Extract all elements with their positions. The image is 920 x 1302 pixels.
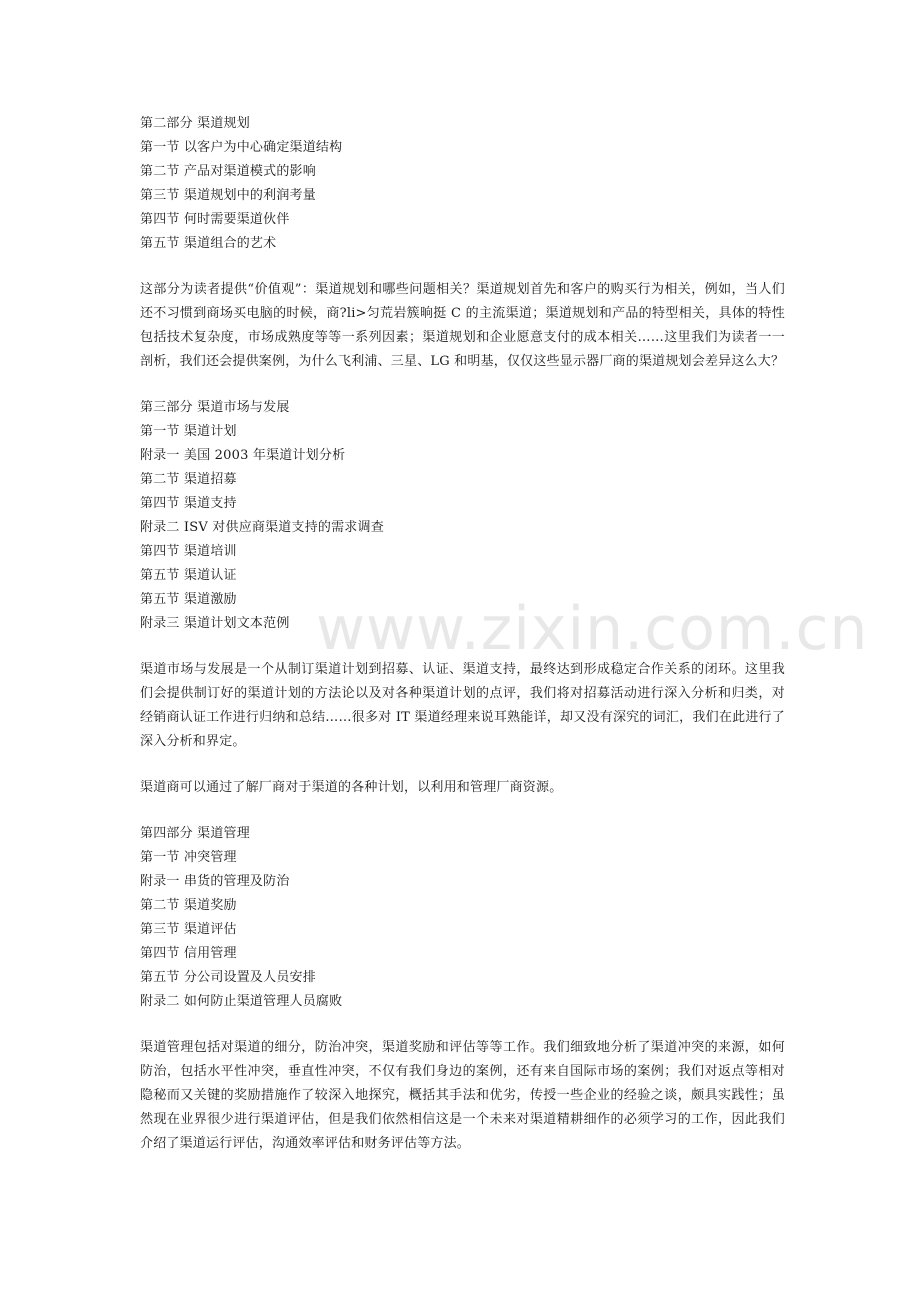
part3-section-5b: 第五节 渠道激励 bbox=[140, 592, 237, 607]
part4-appendix-2: 附录二 如何防止渠道管理人员腐败 bbox=[140, 994, 343, 1009]
part4-section-1: 第一节 冲突管理 bbox=[140, 850, 237, 865]
watermark-text: www.zixin.com.cn bbox=[316, 594, 869, 664]
part4-heading: 第四部分 渠道管理 bbox=[140, 826, 250, 841]
part4-section-4: 第四节 信用管理 bbox=[140, 946, 237, 961]
part3-section-2: 第二节 渠道招募 bbox=[140, 472, 237, 487]
part2-summary: 这部分为读者提供“价值观”：渠道规划和哪些问题相关？渠道规划首先和客户的购买行为相关，例如，当人们还不习惯到商场买电脑的时候，商?li>匀荒岩簇晌挺 C 的主流渠道；渠道规划和产品的特型相关，具体的特性包括技术复杂度，市场成熟度等等一系列因素；渠道规划和企业愿意支付的成本相关……这里我们为读者一一剖析，我们还会提供案例，为什么飞利浦、三星、LG 和明基，仅仅这些显示器厂商的渠道规划会差异这么大？ bbox=[140, 282, 785, 369]
part2-section-4: 第四节 何时需要渠道伙伴 bbox=[140, 212, 290, 227]
part3-note: 渠道商可以通过了解厂商对于渠道的各种计划，以利用和管理厂商资源。 bbox=[140, 780, 563, 795]
part2-section-5: 第五节 渠道组合的艺术 bbox=[140, 236, 277, 251]
part3-appendix-1: 附录一 美国 2003 年渠道计划分析 bbox=[140, 448, 346, 463]
part3-appendix-2: 附录二 ISV 对供应商渠道支持的需求调查 bbox=[140, 520, 384, 535]
part4-section-3: 第三节 渠道评估 bbox=[140, 922, 237, 937]
document-body bbox=[140, 112, 785, 1156]
part3-summary: 渠道市场与发展是一个从制订渠道计划到招募、认证、渠道支持，最终达到形成稳定合作关系的闭环。这里我们会提供制订好的渠道计划的方法论以及对各种渠道计划的点评，我们将对招募活动进行深入分析和归类，对经销商认证工作进行归纳和总结……很多对 IT 渠道经理来说耳熟能详，却又没有深究的词汇，我们在此进行了深入分析和界定。 bbox=[140, 662, 785, 749]
part3-heading: 第三部分 渠道市场与发展 bbox=[140, 400, 290, 415]
part4-appendix-1: 附录一 串货的管理及防治 bbox=[140, 874, 290, 889]
part3-section-1: 第一节 渠道计划 bbox=[140, 424, 237, 439]
part4-summary: 渠道管理包括对渠道的细分，防治冲突，渠道奖励和评估等等工作。我们细致地分析了渠道冲突的来源，如何防治，包括水平性冲突，垂直性冲突，不仅有我们身边的案例，还有来自国际市场的案例；我们对返点等相对隐秘而又关键的奖励措施作了较深入地探究，概括其手法和优劣，传授一些企业的经验之谈，颇具实践性；虽然现在业界很少进行渠道评估，但是我们依然相信这是一个未来对渠道精耕细作的必须学习的工作，因此我们介绍了渠道运行评估，沟通效率评估和财务评估等方法。 bbox=[140, 1040, 785, 1151]
part3-section-4a: 第四节 渠道支持 bbox=[140, 496, 237, 511]
part3-section-4b: 第四节 渠道培训 bbox=[140, 544, 237, 559]
part2-section-1: 第一节 以客户为中心确定渠道结构 bbox=[140, 140, 343, 155]
part3-section-5a: 第五节 渠道认证 bbox=[140, 568, 237, 583]
part3-appendix-3: 附录三 渠道计划文本范例 bbox=[140, 616, 290, 631]
part2-heading: 第二部分 渠道规划 bbox=[140, 116, 250, 131]
part2-section-3: 第三节 渠道规划中的利润考量 bbox=[140, 188, 316, 203]
part4-section-2: 第二节 渠道奖励 bbox=[140, 898, 237, 913]
part4-section-5: 第五节 分公司设置及人员安排 bbox=[140, 970, 316, 985]
part2-section-2: 第二节 产品对渠道模式的影响 bbox=[140, 164, 316, 179]
